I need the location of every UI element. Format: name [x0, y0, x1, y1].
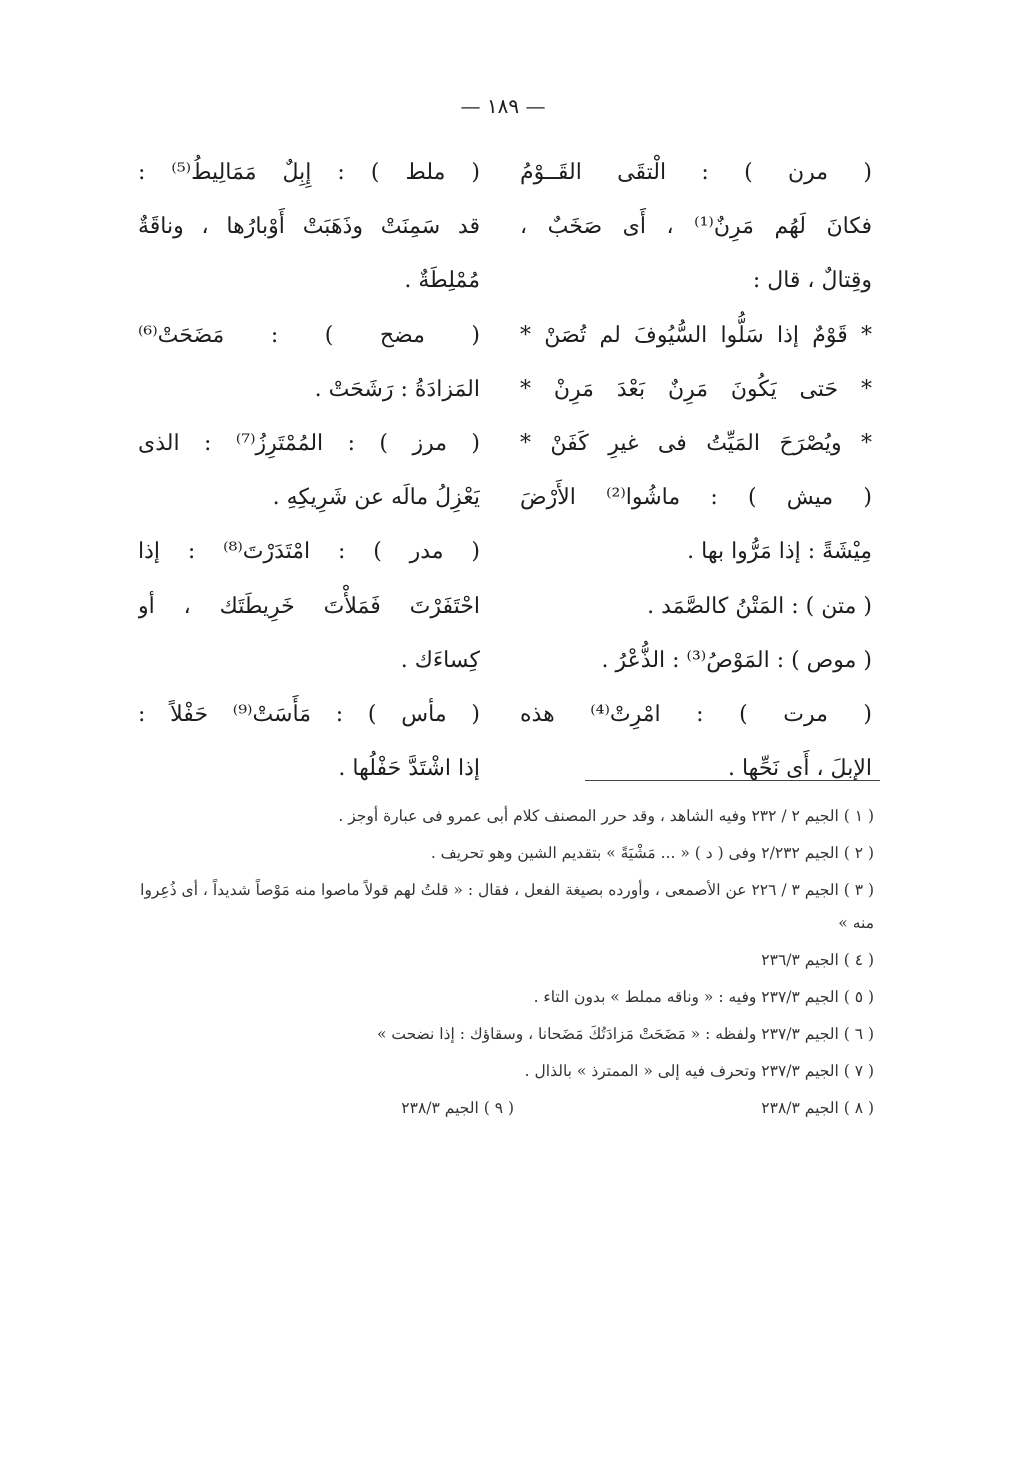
text-line: يَعْزِلُ مالَه عن شَرِيكِهِ .: [272, 485, 480, 511]
text-line: ( ميش ) : ماشُوا⁽²⁾ الأَرْضَ: [520, 485, 872, 511]
text-line: ( مرت ) : امْرِتْ⁽⁴⁾ هذه: [520, 701, 872, 727]
footnote: ( ١ ) الجيم ٢ / ٢٣٢ وفيه الشاهد ، وقد حرر المصنف كلام أبى عمرو فى عبارة أوجز .: [338, 807, 874, 825]
footnotes: [134, 800, 874, 1125]
footnote: ( ٤ ) الجيم ٢٣٦/٣: [761, 951, 874, 969]
text-line: ( مرن ) : الْتقَى القَــوْمُ: [520, 160, 872, 185]
footnote: ( ٨ ) الجيم ٢٣٨/٣: [761, 1099, 874, 1117]
page-number: — ١٨٩ —: [460, 94, 546, 118]
text-line: فكانَ لَهُم مَرِنٌ⁽¹⁾ ، أَى صَخَبٌ ،: [520, 214, 872, 240]
text-line: كِساءَك .: [400, 647, 480, 673]
text-line: ( مدر ) : امْتَدَرْتَ⁽⁸⁾ : إذا: [138, 539, 480, 565]
text-line: مِيْشَةً : إذا مَرُّوا بها .: [687, 539, 872, 565]
footnote: ( ٦ ) الجيم ٢٣٧/٣ ولفظه : « مَضَحَتْ مَزادَتُكَ مَضَحانا ، وسقاؤك : إذا نضحت »: [376, 1025, 874, 1043]
text-line: قد سَمِنَتْ وذَهَبَتْ أَوْبارُها ، وناقَةٌ: [138, 214, 480, 240]
verse-line: * قَوْمٌ إذا سَلُّوا السُّيُوفَ لم تُصَنْ *: [520, 322, 872, 348]
text-line: ( موص ) : المَوْصُ⁽³⁾ : الذُّعْرُ .: [601, 647, 872, 673]
text-line: مُمْلِطَةٌ .: [404, 268, 480, 294]
right-column: [520, 146, 872, 796]
footnote-divider: [585, 780, 880, 781]
footnote: ( ٥ ) الجيم ٢٣٧/٣ وفيه : « وناقه مملط » بدون التاء .: [533, 988, 874, 1006]
left-column: [138, 146, 480, 796]
footnote: ( ٣ ) الجيم ٣ / ٢٢٦ عن الأصمعى ، وأورده بصيغة الفعل ، فقال : « قلتُ لهم قولاً ماصوا منه مَوْصاً شديداً ، أى ذُعِروا منه »: [140, 881, 874, 932]
text-line: ( ملط ) : إِبِلٌ مَمَالِيطُ⁽⁵⁾ :: [138, 160, 480, 185]
text-line: ( مرز ) : المُمْتَرِزُ⁽⁷⁾ : الذى: [138, 430, 480, 456]
footnote-pair: [134, 1092, 874, 1125]
text-line: وقِتالٌ ، قال :: [752, 268, 872, 294]
footnote: ( ٩ ) الجيم ٢٣٨/٣: [401, 1099, 514, 1117]
verse-line: * حَتى يَكُونَ مَرِنٌ بَعْدَ مَرِنْ *: [520, 376, 872, 402]
footnote: ( ٢ ) الجيم ٢/٢٣٢ وفى ( د ) « ... مَشْيَةً » بتقديم الشين وهو تحريف .: [430, 844, 874, 862]
text-line: إذا اشْتَدَّ حَفْلُها .: [338, 756, 480, 782]
text-line: ( مضح ) : مَضَحَتْ⁽⁶⁾: [138, 322, 480, 348]
footnote: ( ٧ ) الجيم ٢٣٧/٣ وتحرف فيه إلى « الممترذ » بالذال .: [524, 1062, 874, 1080]
text-line: ( مأس ) : مَأَسَتْ⁽⁹⁾ حَفْلاً :: [138, 701, 480, 727]
verse-line: * ويُصْرَحَ المَيِّتُ فى غيرِ كَفَنْ *: [520, 430, 872, 456]
text-line: ( متن ) : المَتْنُ كالصَّمَد .: [647, 593, 872, 619]
text-line: احْتَفَرْتَ فَمَلأْتَ خَرِيطَتَك ، أو: [138, 593, 480, 619]
text-line: الإبلَ ، أَى نَحِّها .: [727, 756, 872, 782]
text-line: المَزادَةُ : رَشَحَتْ .: [314, 376, 480, 402]
